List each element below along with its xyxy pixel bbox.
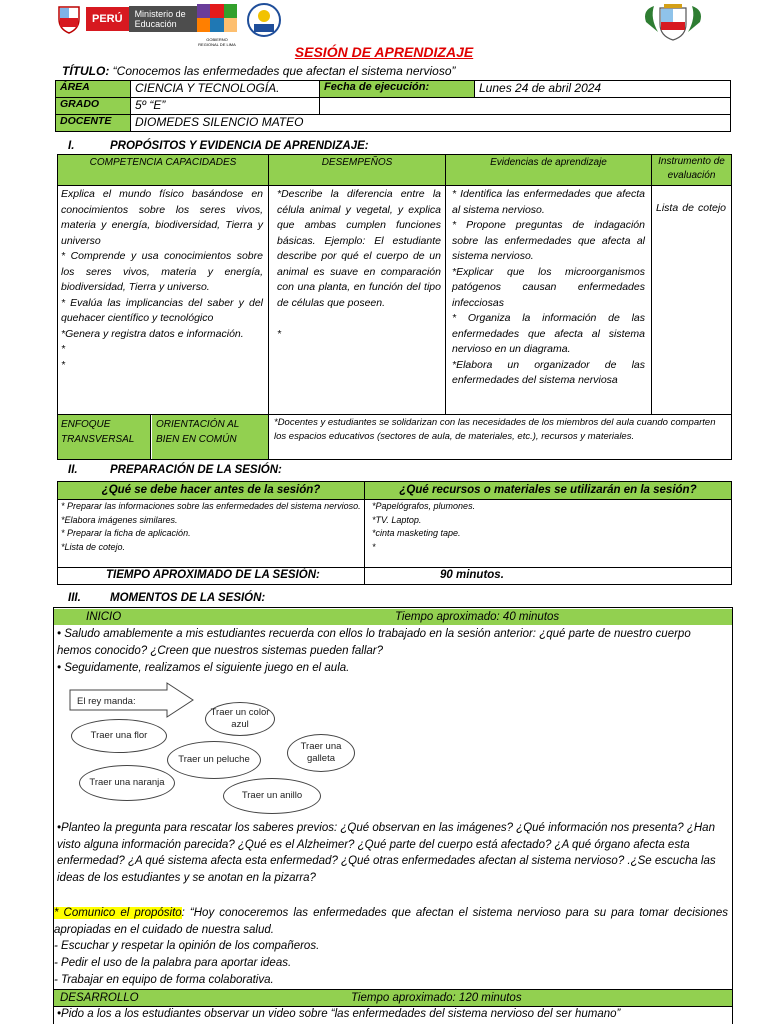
divider [268, 186, 269, 414]
oval-galleta: Traer una galleta [287, 734, 355, 772]
regional-emblem-icon [197, 4, 237, 32]
recursos-text: *Papelógrafos, plumones. *TV. Laptop. *cinta masketing tape. * [372, 501, 476, 552]
docente-label: DOCENTE [56, 115, 131, 132]
section2-number: II. [68, 464, 78, 476]
paragraph-saberes: •Planteo la pregunta para rescatar los saberes previos: ¿Qué observan en las imágenes? ¿Qué información nos presenta? ¿Han visto alguna información parecida? ¿Qué es el Alzheimer? ¿Qué parte del cuerpo está afectado? ¿A qué órgano afecta esta enfermedad? ¿A qué sistema afecta esta enfermedad? ¿Qué otras enfermedades afectan al sistema nervioso? .¿Se escucha las ideas de los estudiantes y se anotan en la pizarra? [57, 822, 716, 884]
desarrollo-bar [54, 989, 732, 1007]
oval-flor: Traer una flor [71, 719, 167, 753]
enfoque-label: ENFOQUE TRANSVERSAL [58, 415, 151, 459]
proposito-highlight: * Comunico el propósito [54, 907, 182, 919]
divider [364, 568, 365, 584]
divider [364, 500, 365, 567]
area-label: ÁREA [56, 81, 131, 98]
grado-value: 5º “E” [131, 98, 320, 115]
fecha-label: Fecha de ejecución: [320, 81, 475, 98]
evidencias-text: * Identifica las enfermedades que afecta al sistema nervioso. * Propone preguntas de indagación sobre las enfermedades que afecta al sistema nervioso. *Explicar que los microorganismos patógenos causan enfermedades infecciosas * Organiza la información de las enfermedades que afecta al sistema nervioso en un diagrama. *Elabora un organizador de las enfermedades del sistema nerviosa [452, 188, 645, 386]
paragraph-video: •Pido a los a los estudiantes observar un video sobre “las enfermedades del sistema nervioso del ser humano” [57, 1008, 621, 1020]
oval-anillo: Traer un anillo [223, 778, 321, 814]
tiempo-value: 90 minutos. [440, 569, 504, 581]
section3-title: MOMENTOS DE LA SESIÓN: [110, 592, 266, 604]
desarrollo-time: Tiempo aproximado: 120 minutos [351, 992, 522, 1004]
paragraph-juego: • Seguidamente, realizamos el siguiente juego en el aula. [57, 662, 350, 674]
school-logo-icon [244, 2, 284, 40]
desempenos-header: DESEMPEÑOS [269, 155, 446, 186]
paragraph-proposito [54, 905, 728, 938]
section3-number: III. [68, 592, 81, 604]
section2-title: PREPARACIÓN DE LA SESIÓN: [110, 464, 282, 476]
regional-label: GOBIERNO REGIONAL DE LIMA [198, 37, 236, 47]
section1-number: I. [68, 140, 75, 152]
section1-table [57, 154, 732, 460]
instrumento-text: Lista de cotejo [656, 202, 726, 214]
tiempo-label: TIEMPO APROXIMADO DE LA SESIÓN: [106, 569, 320, 581]
competencia-text: Explica el mundo físico basándose en conocimientos sobre los seres vivos, materia y energía, biodiversidad, Tierra y universo * Comprende y usa conocimientos sobre los seres vivos, materia y energía, biodiversidad, Tierra y universo. * Evalúa las implicancias del saber y del quehacer científico y tecnológico *Genera y registra datos e información. * * [61, 188, 263, 371]
antes-header: ¿Qué se debe hacer antes de la sesión? [58, 482, 365, 500]
competencia-header: COMPETENCIA CAPACIDADES [58, 155, 269, 186]
coat-of-arms-icon [640, 2, 706, 42]
divider [651, 186, 652, 414]
orientacion-label: ORIENTACIÓN AL BIEN EN COMÚN [152, 415, 269, 459]
inicio-label: INICIO [86, 611, 122, 623]
ministry-label: Ministerio de Educación [129, 6, 215, 32]
regional-logo [197, 4, 237, 47]
divider [445, 186, 446, 414]
header [0, 0, 768, 46]
area-value: CIENCIA Y TECNOLOGÍA. [131, 81, 320, 98]
paragraph-saludo: • Saludo amablemente a mis estudiantes recuerda con ellos lo trabajado en la sesión anterior: ¿qué parte de nuestro cuerpo hemos conocido? ¿Creen que nuestros sistemas pueden fallar? [57, 628, 691, 657]
peru-shield-icon [56, 4, 82, 34]
grado-label: GRADO [56, 98, 131, 115]
instrumento-header: Instrumento de evaluación [652, 155, 731, 186]
proposito-text: : “Hoy conoceremos las enfermedades que afectan el sistema nervioso para su para tomar decisiones apropiadas en el cuidado de nuestra salud. [54, 907, 729, 936]
fecha-value: Lunes 24 de abril 2024 [475, 81, 731, 98]
ministry-logo [56, 4, 215, 34]
recursos-header: ¿Qué recursos o materiales se utilizarán en la sesión? [365, 482, 731, 500]
section2-table [57, 481, 732, 585]
oval-color-azul: Traer un color azul [205, 702, 275, 736]
titulo-value: “Conocemos las enfermedades que afectan el sistema nervioso” [112, 64, 456, 78]
arrow-label: El rey manda: [77, 696, 136, 707]
session-title [62, 64, 456, 78]
norma-3: - Trabajar en equipo de forma colaborativa. [54, 974, 274, 986]
section3-box [53, 607, 733, 1024]
norma-1: - Escuchar y respetar la opinión de los compañeros. [54, 940, 320, 952]
section1-title: PROPÓSITOS Y EVIDENCIA DE APRENDIZAJE: [110, 140, 369, 152]
peru-label: PERÚ [86, 7, 129, 31]
inicio-bar [54, 609, 732, 625]
oval-naranja: Traer una naranja [79, 765, 175, 801]
desarrollo-label: DESARROLLO [60, 992, 139, 1004]
oval-peluche: Traer un peluche [167, 741, 261, 779]
antes-text: * Preparar las informaciones sobre las enfermedades del sistema nervioso. *Elabora imágenes similares. * Preparar la ficha de aplicación. *Lista de cotejo. [61, 501, 361, 552]
inicio-time: Tiempo aproximado: 40 minutos [395, 611, 560, 623]
desempenos-text: *Describe la diferencia entre la célula animal y vegetal, y explica que ambas cumplen funciones básicas. Ejemplo: El estudiante describe por qué el cuerpo de un animal es suave en comparación con una planta, en función del tipo de células que poseen. * [277, 188, 441, 340]
norma-2: - Pedir el uso de la palabra para aportar ideas. [54, 957, 292, 969]
blank-cell [320, 98, 731, 115]
titulo-label: TÍTULO: [62, 64, 110, 78]
docente-value: DIOMEDES SILENCIO MATEO [131, 115, 731, 132]
info-table [55, 80, 731, 132]
enfoque-text: *Docentes y estudiantes se solidarizan con las necesidades de los miembros del aula cuando comparten los espacios educativos (sectores de aula, de materiales, etc.), recursos y materiales. [274, 417, 716, 442]
page-title: SESIÓN DE APRENDIZAJE [294, 44, 474, 60]
evidencias-header: Evidencias de aprendizaje [446, 155, 652, 186]
